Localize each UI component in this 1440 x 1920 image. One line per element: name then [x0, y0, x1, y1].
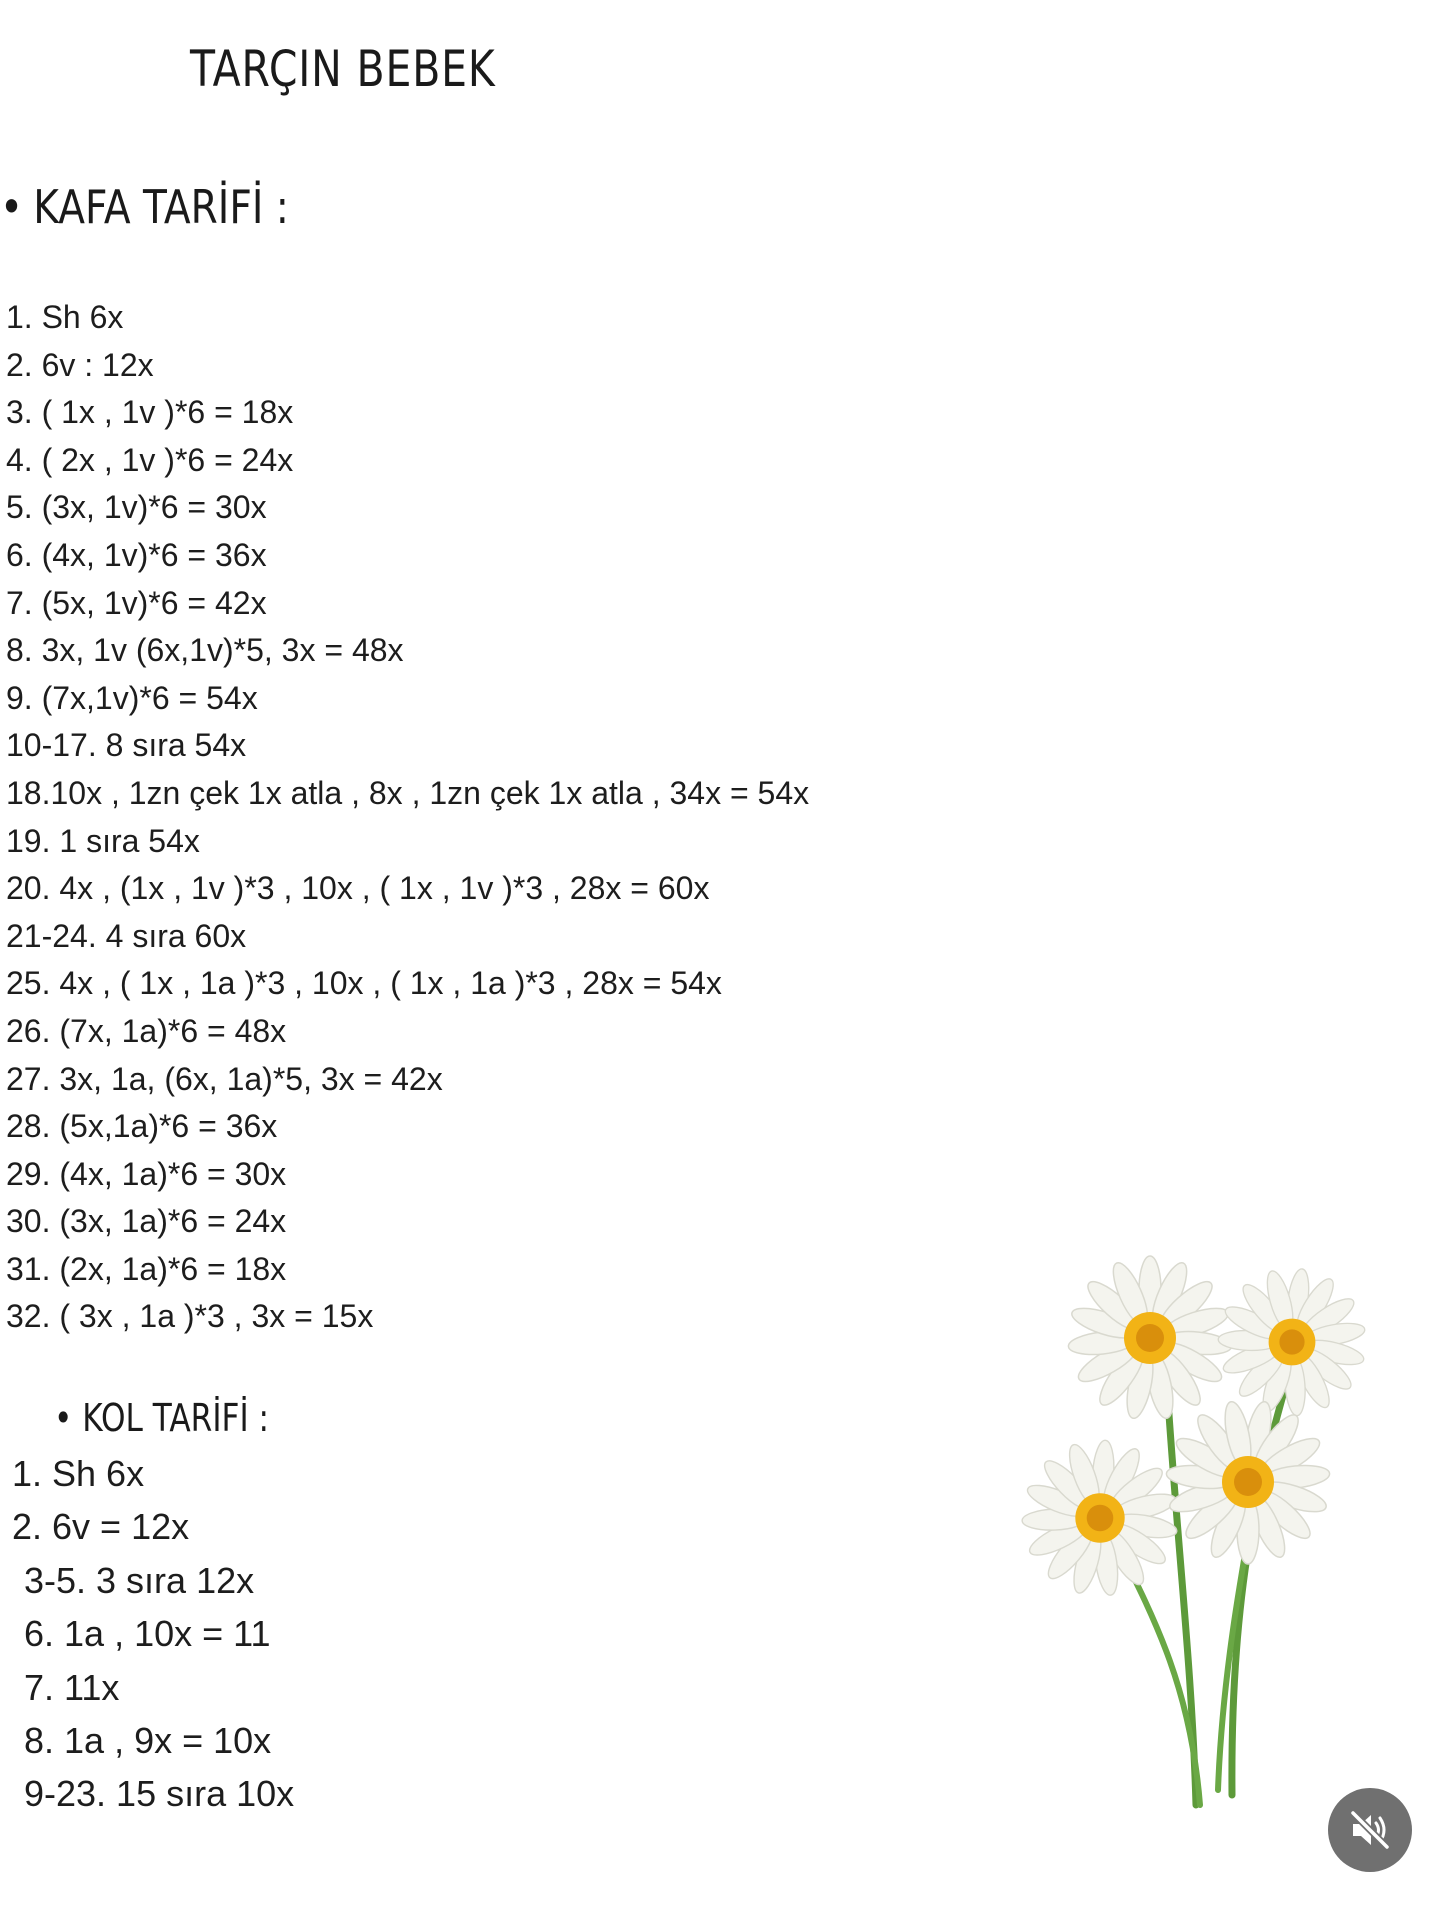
mute-button[interactable] [1328, 1788, 1412, 1872]
arm-recipe-heading-text: KOL TARİFİ : [82, 1396, 270, 1440]
recipe-step: 2. 6v = 12x [12, 1506, 190, 1548]
recipe-step: 1. Sh 6x [12, 1453, 145, 1494]
head-recipe-steps [6, 294, 809, 1341]
page-title: TARÇIN BEBEK [190, 40, 496, 98]
recipe-step: 10-17. 8 sıra 54x [6, 727, 247, 764]
head-recipe-heading-text: KAFA TARİFİ : [33, 180, 289, 234]
recipe-step: 5. (3x, 1v)*6 = 30x [6, 489, 267, 526]
daisy-bouquet-illustration [1000, 1250, 1400, 1820]
recipe-step: 4. ( 2x , 1v )*6 = 24x [6, 441, 294, 478]
recipe-step: 8. 3x, 1v (6x,1v)*5, 3x = 48x [6, 632, 404, 669]
head-recipe-heading [0, 180, 289, 234]
recipe-step: 21-24. 4 sıra 60x [6, 917, 247, 954]
recipe-step: 3-5. 3 sıra 12x [24, 1559, 255, 1601]
recipe-step: 6. (4x, 1v)*6 = 36x [6, 536, 267, 573]
recipe-step: 2. 6v : 12x [6, 346, 154, 383]
bullet-icon: • [0, 180, 24, 234]
recipe-step: 7. 11x [24, 1666, 120, 1708]
recipe-step: 32. ( 3x , 1a )*3 , 3x = 15x [6, 1298, 374, 1335]
recipe-step: 6. 1a , 10x = 11 [24, 1613, 271, 1655]
daisy-flower [1022, 1440, 1179, 1597]
recipe-step: 20. 4x , (1x , 1v )*3 , 10x , ( 1x , 1v )*3 , 28x = 60x [6, 870, 710, 907]
recipe-step: 1. Sh 6x [6, 299, 124, 335]
recipe-step: 9-23. 15 sıra 10x [24, 1773, 295, 1815]
recipe-step: 31. (2x, 1a)*6 = 18x [6, 1250, 287, 1287]
daisy-flower [1067, 1256, 1232, 1420]
recipe-step: 9. (7x,1v)*6 = 54x [6, 679, 258, 716]
recipe-step: 8. 1a , 9x = 10x [24, 1719, 272, 1761]
arm-recipe-heading [54, 1396, 269, 1440]
daisy-flower [1218, 1268, 1366, 1417]
speaker-muted-icon [1345, 1805, 1395, 1855]
daisy-flower [1165, 1400, 1330, 1564]
recipe-step: 29. (4x, 1a)*6 = 30x [6, 1155, 287, 1192]
recipe-step: 19. 1 sıra 54x [6, 822, 200, 859]
recipe-step: 26. (7x, 1a)*6 = 48x [6, 1012, 287, 1049]
recipe-step: 27. 3x, 1a, (6x, 1a)*5, 3x = 42x [6, 1060, 443, 1097]
recipe-step: 25. 4x , ( 1x , 1a )*3 , 10x , ( 1x , 1a )*3 , 28x = 54x [6, 965, 722, 1002]
recipe-step: 3. ( 1x , 1v )*6 = 18x [6, 394, 294, 431]
recipe-step: 7. (5x, 1v)*6 = 42x [6, 584, 267, 621]
recipe-step: 18.10x , 1zn çek 1x atla , 8x , 1zn çek 1x atla , 34x = 54x [6, 774, 810, 811]
arm-recipe-steps [12, 1447, 294, 1821]
recipe-step: 30. (3x, 1a)*6 = 24x [6, 1203, 287, 1240]
recipe-step: 28. (5x,1a)*6 = 36x [6, 1108, 278, 1145]
bullet-icon: • [54, 1396, 73, 1440]
